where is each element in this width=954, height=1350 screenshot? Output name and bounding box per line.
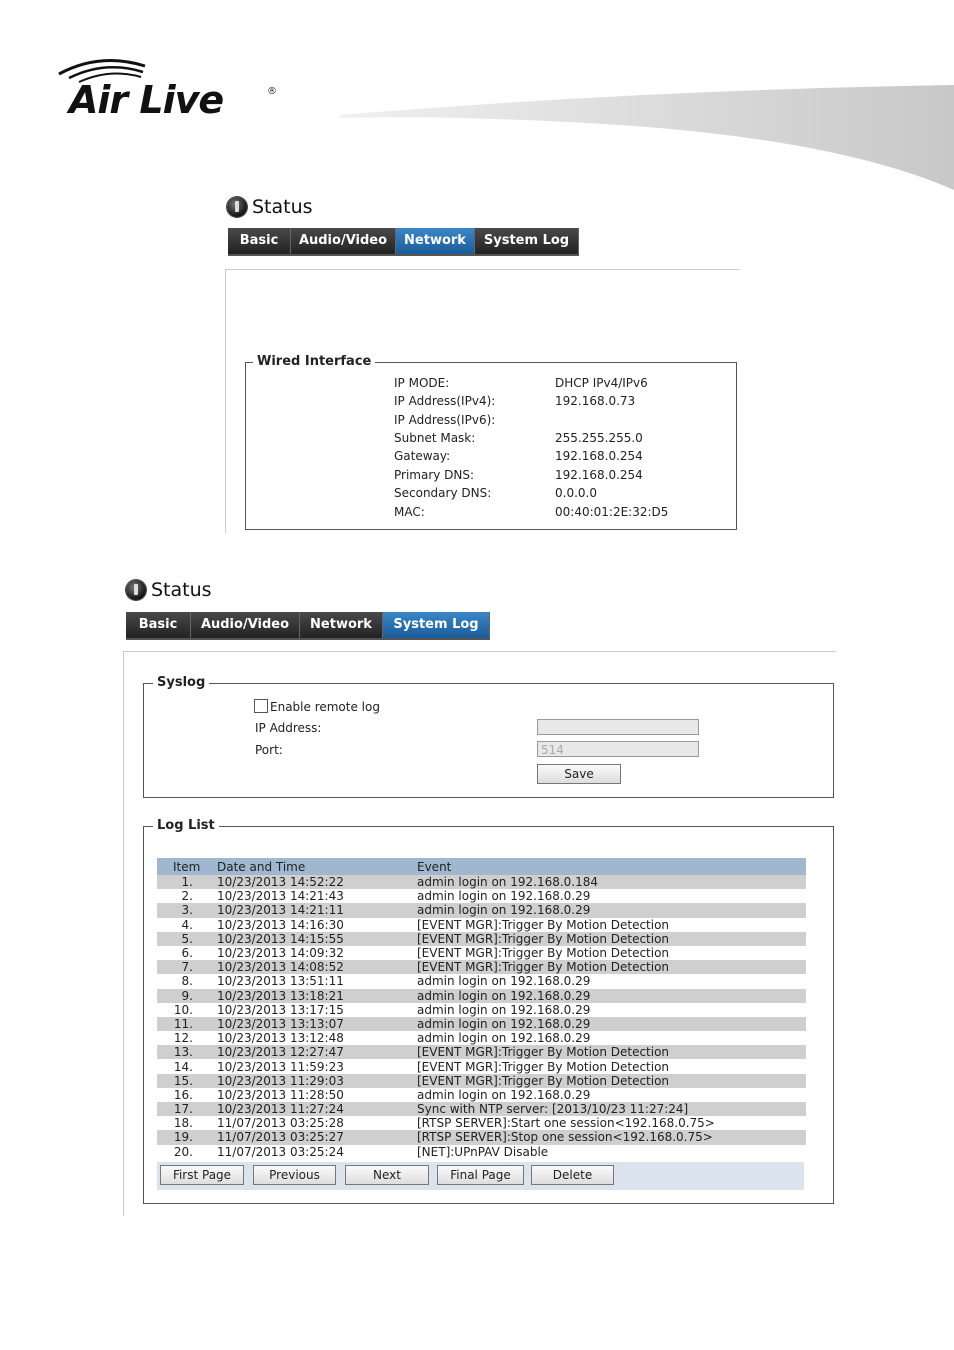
pagination-bar bbox=[157, 1162, 804, 1190]
tab-network[interactable]: Network bbox=[396, 228, 475, 254]
tab-bar bbox=[126, 612, 490, 640]
log-event: [EVENT MGR]:Trigger By Motion Detection bbox=[417, 918, 806, 932]
log-row bbox=[157, 1074, 806, 1088]
log-item-number: 3. bbox=[157, 903, 217, 917]
page-title: Status bbox=[252, 196, 313, 218]
mac-label: MAC: bbox=[394, 505, 425, 519]
primary-dns-label: Primary DNS: bbox=[394, 468, 475, 482]
primary-dns-value: 192.168.0.254 bbox=[555, 468, 643, 482]
network-status-panel bbox=[223, 190, 739, 532]
log-date-time: 10/23/2013 12:27:47 bbox=[217, 1045, 417, 1059]
final-page-button[interactable]: Final Page bbox=[437, 1165, 524, 1185]
tab-system-log[interactable]: System Log bbox=[383, 612, 490, 638]
log-date-time: 10/23/2013 14:15:55 bbox=[217, 932, 417, 946]
mac-value: 00:40:01:2E:32:D5 bbox=[555, 505, 669, 519]
log-event: [EVENT MGR]:Trigger By Motion Detection bbox=[417, 960, 806, 974]
log-event: admin login on 192.168.0.29 bbox=[417, 903, 806, 917]
log-item-number: 9. bbox=[157, 989, 217, 1003]
tab-system-log[interactable]: System Log bbox=[475, 228, 579, 254]
logo-text: Air Live bbox=[69, 78, 224, 122]
log-row bbox=[157, 1017, 806, 1031]
tab-bar bbox=[228, 228, 579, 256]
status-header bbox=[227, 196, 313, 218]
ip-address-input[interactable] bbox=[537, 719, 699, 735]
status-icon bbox=[227, 197, 247, 217]
log-item-number: 14. bbox=[157, 1059, 217, 1073]
log-event: [EVENT MGR]:Trigger By Motion Detection bbox=[417, 1045, 806, 1059]
tab-basic[interactable]: Basic bbox=[126, 612, 191, 638]
log-date-time: 11/07/2013 03:25:28 bbox=[217, 1116, 417, 1130]
log-row bbox=[157, 960, 806, 974]
log-date-time: 10/23/2013 13:13:07 bbox=[217, 1017, 417, 1031]
delete-button[interactable]: Delete bbox=[531, 1165, 614, 1185]
log-event: Sync with NTP server: [2013/10/23 11:27:24] bbox=[417, 1102, 806, 1116]
secondary-dns-value: 0.0.0.0 bbox=[555, 486, 597, 500]
log-date-time: 10/23/2013 13:17:15 bbox=[217, 1003, 417, 1017]
header-date: Date and Time bbox=[217, 858, 417, 875]
log-item-number: 12. bbox=[157, 1031, 217, 1045]
log-row bbox=[157, 1045, 806, 1059]
tab-basic[interactable]: Basic bbox=[228, 228, 291, 254]
gateway-value: 192.168.0.254 bbox=[555, 449, 643, 463]
log-date-time: 10/23/2013 14:16:30 bbox=[217, 918, 417, 932]
log-item-number: 11. bbox=[157, 1017, 217, 1031]
log-row bbox=[157, 1031, 806, 1045]
registered-mark: ® bbox=[267, 86, 277, 97]
log-item-number: 1. bbox=[157, 875, 217, 889]
log-item-number: 7. bbox=[157, 960, 217, 974]
log-item-number: 5. bbox=[157, 932, 217, 946]
log-item-number: 4. bbox=[157, 918, 217, 932]
log-item-number: 2. bbox=[157, 889, 217, 903]
log-row bbox=[157, 903, 806, 917]
log-row bbox=[157, 1003, 806, 1017]
log-row bbox=[157, 989, 806, 1003]
log-date-time: 11/07/2013 03:25:27 bbox=[217, 1130, 417, 1144]
log-row bbox=[157, 1130, 806, 1144]
subnet-mask-value: 255.255.255.0 bbox=[555, 431, 643, 445]
port-input[interactable]: 514 bbox=[537, 741, 699, 757]
log-event: [RTSP SERVER]:Stop one session<192.168.0.75> bbox=[417, 1130, 806, 1144]
gateway-label: Gateway: bbox=[394, 449, 451, 463]
log-row bbox=[157, 1145, 806, 1159]
log-row bbox=[157, 889, 806, 903]
log-event: [EVENT MGR]:Trigger By Motion Detection bbox=[417, 1059, 806, 1073]
log-event: admin login on 192.168.0.29 bbox=[417, 1031, 806, 1045]
tab-network[interactable]: Network bbox=[300, 612, 383, 638]
port-label: Port: bbox=[255, 743, 283, 757]
log-item-number: 6. bbox=[157, 946, 217, 960]
log-row bbox=[157, 1088, 806, 1102]
log-event: [EVENT MGR]:Trigger By Motion Detection bbox=[417, 1074, 806, 1088]
enable-remote-log-label: Enable remote log bbox=[270, 700, 380, 714]
log-item-number: 17. bbox=[157, 1102, 217, 1116]
log-list-legend: Log List bbox=[153, 818, 219, 833]
log-row bbox=[157, 974, 806, 988]
ip-address-label: IP Address: bbox=[255, 721, 322, 735]
log-item-number: 13. bbox=[157, 1045, 217, 1059]
save-button[interactable]: Save bbox=[537, 764, 621, 784]
log-item-number: 10. bbox=[157, 1003, 217, 1017]
log-row bbox=[157, 1059, 806, 1073]
header-item: Item bbox=[157, 858, 217, 875]
header-event: Event bbox=[417, 858, 806, 875]
syslog-legend: Syslog bbox=[153, 675, 209, 690]
ip-mode-label: IP MODE: bbox=[394, 376, 450, 390]
log-event: admin login on 192.168.0.29 bbox=[417, 989, 806, 1003]
log-item-number: 16. bbox=[157, 1088, 217, 1102]
log-date-time: 10/23/2013 11:28:50 bbox=[217, 1088, 417, 1102]
log-item-number: 20. bbox=[157, 1145, 217, 1159]
log-item-number: 15. bbox=[157, 1074, 217, 1088]
log-date-time: 10/23/2013 14:08:52 bbox=[217, 960, 417, 974]
log-event: admin login on 192.168.0.184 bbox=[417, 875, 806, 889]
header-swoosh bbox=[340, 80, 954, 200]
secondary-dns-label: Secondary DNS: bbox=[394, 486, 492, 500]
ip-mode-value: DHCP IPv4/IPv6 bbox=[555, 376, 648, 390]
log-item-number: 18. bbox=[157, 1116, 217, 1130]
log-row bbox=[157, 875, 806, 889]
log-item-number: 19. bbox=[157, 1130, 217, 1144]
subnet-mask-label: Subnet Mask: bbox=[394, 431, 476, 445]
log-event: admin login on 192.168.0.29 bbox=[417, 974, 806, 988]
status-icon bbox=[126, 580, 146, 600]
airlive-logo bbox=[55, 58, 285, 128]
log-date-time: 10/23/2013 14:52:22 bbox=[217, 875, 417, 889]
tab-audio-video[interactable]: Audio/Video bbox=[291, 228, 396, 254]
first-page-button[interactable]: First Page bbox=[160, 1165, 244, 1185]
previous-button[interactable]: Previous bbox=[253, 1165, 336, 1185]
ipv4-value: 192.168.0.73 bbox=[555, 394, 636, 408]
log-event: admin login on 192.168.0.29 bbox=[417, 1088, 806, 1102]
log-table-header bbox=[157, 858, 806, 875]
log-date-time: 10/23/2013 14:09:32 bbox=[217, 946, 417, 960]
enable-remote-log-checkbox[interactable] bbox=[254, 699, 268, 713]
log-event: admin login on 192.168.0.29 bbox=[417, 1003, 806, 1017]
status-header bbox=[126, 579, 212, 601]
log-date-time: 10/23/2013 11:27:24 bbox=[217, 1102, 417, 1116]
log-date-time: 10/23/2013 13:12:48 bbox=[217, 1031, 417, 1045]
log-row bbox=[157, 918, 806, 932]
log-row bbox=[157, 946, 806, 960]
ipv4-label: IP Address(IPv4): bbox=[394, 394, 496, 408]
log-date-time: 10/23/2013 11:59:23 bbox=[217, 1059, 417, 1073]
ipv6-label: IP Address(IPv6): bbox=[394, 413, 496, 427]
wired-interface-legend: Wired Interface bbox=[253, 354, 375, 369]
log-row bbox=[157, 1102, 806, 1116]
log-event: admin login on 192.168.0.29 bbox=[417, 889, 806, 903]
log-event: admin login on 192.168.0.29 bbox=[417, 1017, 806, 1031]
log-row bbox=[157, 932, 806, 946]
log-event: [EVENT MGR]:Trigger By Motion Detection bbox=[417, 946, 806, 960]
log-table bbox=[157, 858, 806, 1159]
page-title: Status bbox=[151, 579, 212, 601]
tab-audio-video[interactable]: Audio/Video bbox=[191, 612, 300, 638]
log-date-time: 10/23/2013 13:51:11 bbox=[217, 974, 417, 988]
log-date-time: 10/23/2013 11:29:03 bbox=[217, 1074, 417, 1088]
log-date-time: 10/23/2013 13:18:21 bbox=[217, 989, 417, 1003]
syslog-box bbox=[143, 683, 834, 798]
log-item-number: 8. bbox=[157, 974, 217, 988]
log-event: [EVENT MGR]:Trigger By Motion Detection bbox=[417, 932, 806, 946]
log-date-time: 11/07/2013 03:25:24 bbox=[217, 1145, 417, 1159]
log-event: [RTSP SERVER]:Start one session<192.168.0.75> bbox=[417, 1116, 806, 1130]
log-date-time: 10/23/2013 14:21:43 bbox=[217, 889, 417, 903]
log-row bbox=[157, 1116, 806, 1130]
next-button[interactable]: Next bbox=[345, 1165, 429, 1185]
log-event: [NET]:UPnPAV Disable bbox=[417, 1145, 806, 1159]
log-date-time: 10/23/2013 14:21:11 bbox=[217, 903, 417, 917]
